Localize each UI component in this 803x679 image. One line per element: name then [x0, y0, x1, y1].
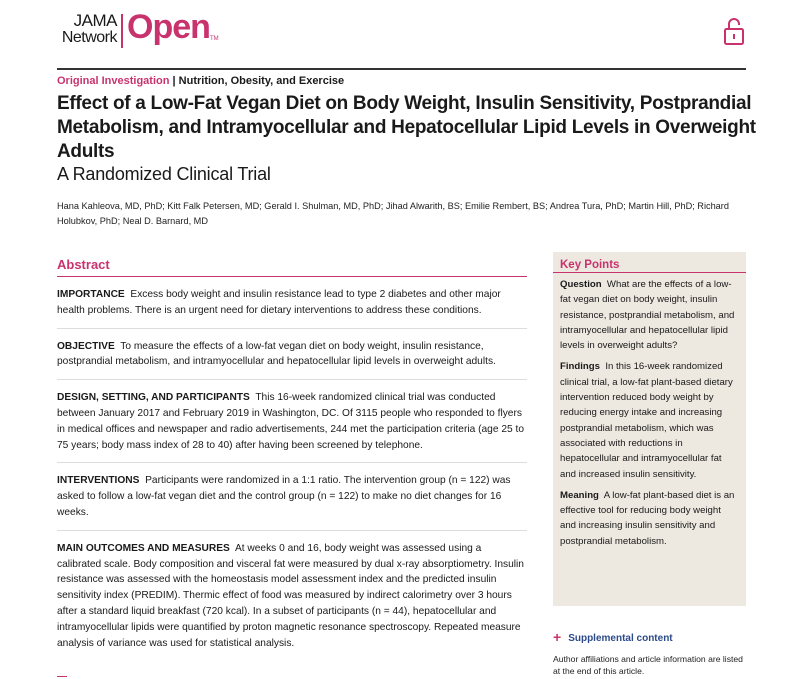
logo-divider: [121, 14, 123, 48]
abstract-importance: [57, 277, 527, 329]
article-subtitle: A Randomized Clinical Trial: [57, 164, 271, 184]
logo-open-text: Open: [127, 8, 210, 46]
article-kicker: [57, 75, 344, 87]
abstract-label: IMPORTANCE: [57, 289, 125, 300]
header-rule: [57, 68, 746, 70]
abstract-label: INTERVENTIONS: [57, 475, 140, 487]
key-point-text: In this 16-week randomized clinical trial, a low-fat plant-based dietary intervention reduced body weight by reducing energy intake and increasing postprandial metabolism, which was associated with reductions in hepatocellular and intramyocellular fat and increased insulin sensitivity.: [560, 361, 733, 480]
supplemental-label: Supplemental content: [568, 633, 673, 644]
key-point-label: Findings: [560, 361, 600, 373]
key-points-box: [553, 252, 746, 606]
abstract-label: DESIGN, SETTING, AND PARTICIPANTS: [57, 392, 250, 404]
journal-header: [57, 8, 747, 52]
key-points-heading: Key Points: [560, 259, 620, 271]
abstract-heading: Abstract: [57, 257, 110, 272]
abstract-label: MAIN OUTCOMES AND MEASURES: [57, 542, 230, 554]
key-point-label: Question: [560, 279, 602, 290]
topic-label[interactable]: Nutrition, Obesity, and Exercise: [178, 75, 345, 87]
key-point-text: What are the effects of a low-fat vegan diet on body weight, insulin resistance, postprandial metabolism, and intramyocellular and hepatocellular lipid levels in overweight adults?: [560, 279, 735, 352]
affiliations-note: Author affiliations and article information are listed at the end of this article.: [553, 654, 743, 676]
article-title: Effect of a Low-Fat Vegan Diet on Body Weight, Insulin Sensitivity, Postprandial Metabolism, and Intramyocellular and Hepatocellular Lipid Levels in Overweight Adults: [57, 93, 756, 162]
key-point-text: A low-fat plant-based diet is an effective tool for reducing body weight and increasing insulin sensitivity and postprandial metabolism.: [560, 489, 735, 547]
kicker-separator: |: [172, 75, 176, 87]
author-list: Hana Kahleova, MD, PhD; Kitt Falk Petersen, MD; Gerald I. Shulman, MD, PhD; Jihad Alwarith, BS; Emilie Rembert, BS; Andrea Tura, PhD; Martin Hill, PhD; Richard Holubkov, PhD; Neal D. Barnard, MD: [57, 201, 729, 226]
section-label[interactable]: Original Investigation: [57, 75, 170, 87]
key-point-findings: [560, 359, 738, 481]
abstract-text: Excess body weight and insulin resistance lead to type 2 diabetes and other major health problems. There is an urgent need for dietary interventions to address these conditions.: [57, 289, 501, 316]
abstract-objective: [57, 329, 527, 381]
bottom-accent-rule: [57, 676, 67, 677]
abstract-text: Participants were randomized in a 1:1 ratio. The intervention group (n = 122) was asked to follow a low-fat vegan diet and the control group (n = 122) to make no diet changes for 16 weeks.: [57, 475, 511, 518]
logo-jama-text: JAMA: [73, 11, 117, 30]
key-points-rule: [553, 272, 746, 273]
logo-trademark: TM: [210, 36, 219, 42]
logo-network-text: Network: [61, 29, 117, 46]
abstract-interventions: [57, 463, 527, 530]
logo-wordmark: [57, 12, 117, 46]
abstract-design: [57, 380, 527, 463]
supplemental-content-link[interactable]: [553, 628, 673, 644]
plus-icon: +: [553, 629, 562, 645]
abstract-section: [57, 257, 527, 660]
abstract-label: OBJECTIVE: [57, 340, 115, 352]
key-point-label: Meaning: [560, 489, 599, 501]
abstract-text: This 16-week randomized clinical trial was conducted between January 2017 and February 2019 in Washington, DC. Of 3115 people who responded to flyers in medical offices and newspaper and radio advertisements, 244 met the participation criteria (age 25 to 75 years; body mass index of 28 to 40) after having been screened by telephone.: [57, 392, 525, 451]
key-point-question: [560, 277, 738, 353]
abstract-text: At weeks 0 and 16, body weight was assessed using a calibrated scale. Body composition and visceral fat were measured by dual x-ray absorptiometry. Insulin resistance was assessed with the homeostasis model assessment index and the predicted insulin sensitivity index (PREDIM). Thermic effect of food was measured by indirect calorimetry over 3 hours after a standard liquid breakfast (720 kcal). In a subset of participants (n = 44), hepatocellular and intramyocellular lipids were quantified by proton magnetic resonance spectroscopy. Repeated measure analysis of variance was used for statistical analysis.: [57, 542, 524, 649]
open-lock-icon[interactable]: [721, 16, 747, 46]
abstract-text: To measure the effects of a low-fat vegan diet on body weight, insulin resistance, postprandial metabolism, and intramyocellular and hepatocellular lipid levels in overweight adults.: [57, 340, 496, 368]
key-point-meaning: [560, 488, 738, 549]
abstract-outcomes: [57, 531, 527, 661]
